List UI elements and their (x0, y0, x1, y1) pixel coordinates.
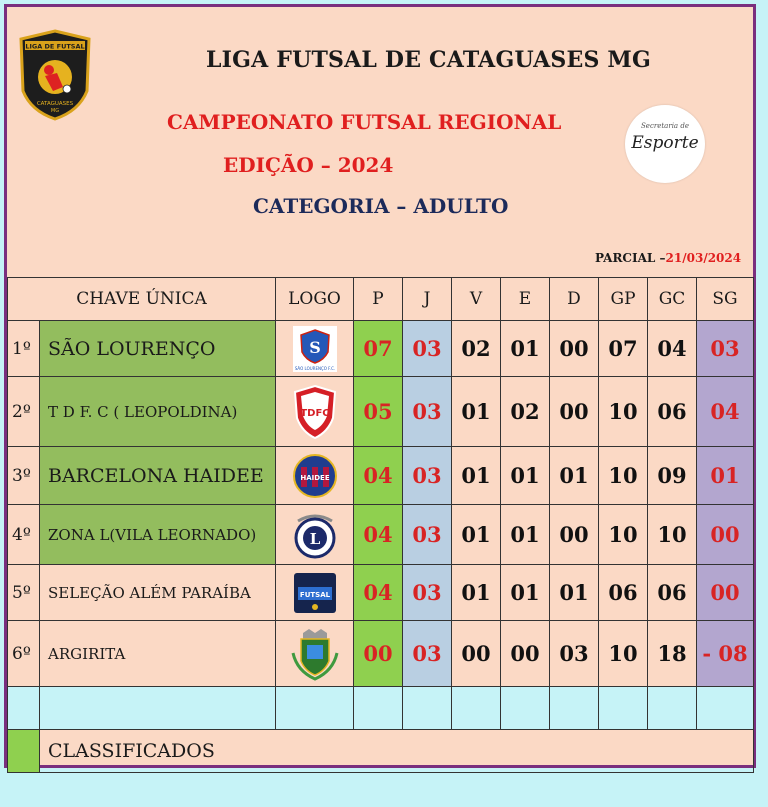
goal-difference: 00 (697, 565, 754, 621)
sponsor-small-text: Secretaria de (641, 122, 689, 130)
losses: 00 (550, 505, 599, 565)
team-logo-cell (276, 565, 354, 621)
games: 03 (403, 321, 452, 377)
games: 03 (403, 447, 452, 505)
position: 3º (8, 447, 40, 505)
position: 5º (8, 565, 40, 621)
team-logo-cell (276, 321, 354, 377)
goals-against: 18 (648, 621, 697, 687)
wins: 00 (452, 621, 501, 687)
col-header-losses: D (550, 278, 599, 321)
points: 05 (354, 377, 403, 447)
team-logo-cell (276, 447, 354, 505)
losses: 03 (550, 621, 599, 687)
classified-label: CLASSIFICADOS (40, 730, 754, 773)
league-logo-bottom: CATAGUASES (36, 101, 74, 107)
partial-date: 21/03/2024 (665, 251, 742, 265)
empty-cell (354, 687, 403, 730)
goals-against: 09 (648, 447, 697, 505)
league-logo-mg: MG (50, 108, 60, 114)
losses: 00 (550, 377, 599, 447)
logo-text: TDFC (299, 407, 330, 419)
logo-caption: SÃO LOURENÇO F.C. (294, 365, 335, 371)
goals-against: 06 (648, 377, 697, 447)
goal-difference: 00 (697, 505, 754, 565)
page-title: LIGA FUTSAL DE CATAGUASES MG (206, 47, 651, 73)
empty-cell (8, 687, 40, 730)
header-row (8, 278, 754, 321)
goals-for: 10 (599, 621, 648, 687)
zona-l-logo (292, 511, 338, 559)
empty-cell (403, 687, 452, 730)
position: 6º (8, 621, 40, 687)
draws: 00 (501, 621, 550, 687)
points: 04 (354, 505, 403, 565)
table-row (8, 321, 754, 377)
sports-secretary-logo (625, 105, 705, 183)
games: 03 (403, 621, 452, 687)
tdfc-logo (292, 384, 338, 440)
wins: 02 (452, 321, 501, 377)
goals-against: 06 (648, 565, 697, 621)
draws: 01 (501, 505, 550, 565)
logo-letter: S (308, 337, 321, 357)
table-row (8, 565, 754, 621)
empty-cell (276, 687, 354, 730)
col-header-games: J (403, 278, 452, 321)
col-header-goal-diff: SG (697, 278, 754, 321)
team-name: BARCELONA HAIDEE (40, 447, 276, 505)
col-header-draws: E (501, 278, 550, 321)
goals-against: 10 (648, 505, 697, 565)
goals-against: 04 (648, 321, 697, 377)
sheet-header (7, 7, 753, 277)
team-name: T D F. C ( LEOPOLDINA) (40, 377, 276, 447)
draws: 02 (501, 377, 550, 447)
empty-cell (40, 687, 276, 730)
table-row (8, 505, 754, 565)
position: 2º (8, 377, 40, 447)
classified-swatch (8, 730, 40, 773)
losses: 00 (550, 321, 599, 377)
team-logo-cell (276, 621, 354, 687)
goal-difference: 04 (697, 377, 754, 447)
team-logo-cell (276, 505, 354, 565)
table-row (8, 377, 754, 447)
games: 03 (403, 505, 452, 565)
col-header-points: P (354, 278, 403, 321)
empty-row (8, 687, 754, 730)
empty-cell (501, 687, 550, 730)
points: 04 (354, 565, 403, 621)
draws: 01 (501, 447, 550, 505)
points: 00 (354, 621, 403, 687)
wins: 01 (452, 377, 501, 447)
edition-label: EDIÇÃO – 2024 (223, 153, 394, 177)
goal-difference: 03 (697, 321, 754, 377)
col-header-group: CHAVE ÚNICA (8, 278, 276, 321)
table-row (8, 447, 754, 505)
selecao-alem-paraiba-logo (292, 571, 338, 615)
col-header-goals-for: GP (599, 278, 648, 321)
goals-for: 06 (599, 565, 648, 621)
logo-text: HAIDEE (299, 473, 330, 482)
league-logo-text: LIGA DE FUTSAL (25, 42, 85, 51)
partial-label: PARCIAL – (595, 251, 666, 265)
barcelona-haidee-logo (292, 453, 338, 499)
league-shield-logo (17, 29, 93, 121)
col-header-wins: V (452, 278, 501, 321)
games: 03 (403, 377, 452, 447)
goal-difference: 01 (697, 447, 754, 505)
losses: 01 (550, 447, 599, 505)
col-header-logo: LOGO (276, 278, 354, 321)
table-row (8, 621, 754, 687)
team-name: SELEÇÃO ALÉM PARAÍBA (40, 565, 276, 621)
goals-for: 10 (599, 377, 648, 447)
sao-lourenco-logo (293, 326, 337, 372)
points: 04 (354, 447, 403, 505)
empty-cell (550, 687, 599, 730)
draws: 01 (501, 321, 550, 377)
logo-text: FUTSAL (299, 590, 330, 599)
wins: 01 (452, 447, 501, 505)
wins: 01 (452, 505, 501, 565)
logo-letter: L (309, 529, 320, 548)
partial-date-label (595, 251, 741, 265)
sponsor-main-text: Esporte (631, 133, 699, 153)
goals-for: 07 (599, 321, 648, 377)
empty-cell (697, 687, 754, 730)
goal-difference: - 08 (697, 621, 754, 687)
championship-title: CAMPEONATO FUTSAL REGIONAL (167, 110, 562, 134)
position: 1º (8, 321, 40, 377)
team-logo-cell (276, 377, 354, 447)
games: 03 (403, 565, 452, 621)
draws: 01 (501, 565, 550, 621)
empty-cell (648, 687, 697, 730)
goals-for: 10 (599, 505, 648, 565)
empty-cell (599, 687, 648, 730)
team-name: ZONA L(VILA LEORNADO) (40, 505, 276, 565)
team-name: ARGIRITA (40, 621, 276, 687)
points: 07 (354, 321, 403, 377)
col-header-goals-against: GC (648, 278, 697, 321)
argirita-logo (289, 627, 341, 681)
team-name: SÃO LOURENÇO (40, 321, 276, 377)
goals-for: 10 (599, 447, 648, 505)
wins: 01 (452, 565, 501, 621)
position: 4º (8, 505, 40, 565)
empty-cell (452, 687, 501, 730)
standings-table (7, 277, 754, 773)
legend-row (8, 730, 754, 773)
standings-sheet (4, 4, 756, 768)
losses: 01 (550, 565, 599, 621)
category-label: CATEGORIA – ADULTO (253, 194, 509, 218)
